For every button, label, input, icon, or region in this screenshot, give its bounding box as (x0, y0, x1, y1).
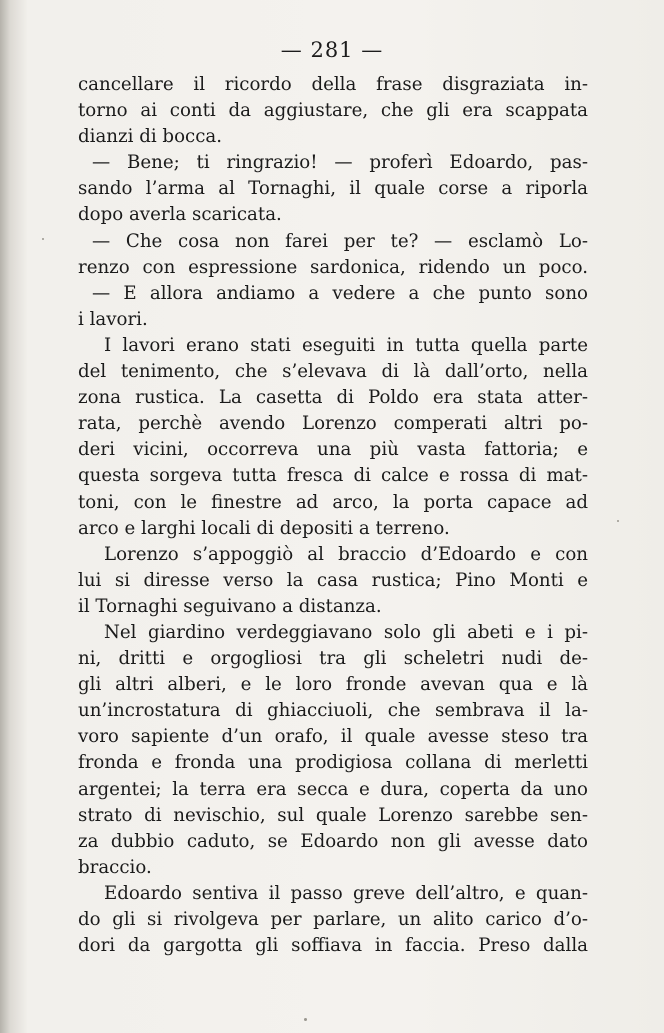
text-line: — Che cosa non farei per te? — esclamò Lo- (92, 230, 588, 252)
text-line: il Tornaghi seguivano a distanza. (78, 595, 382, 617)
text-line: torno ai conti da aggiustare, che gli era scappata (78, 100, 588, 122)
text-line: rata, perchè avendo Lorenzo comperati altri po- (78, 413, 588, 435)
paper-speck (304, 1018, 307, 1021)
text-line: dori da gargotta gli soffiava in faccia. Preso dalla (78, 935, 588, 957)
text-line: del tenimento, che s’elevava di là dall’orto, nella (78, 361, 588, 383)
text-line: strato di nevischio, sul quale Lorenzo sarebbe sen- (78, 804, 588, 826)
text-line: voro sapiente d’un orafo, il quale avesse steso tra (78, 726, 588, 748)
text-line: argentei; la terra era secca e dura, coperta da uno (78, 778, 588, 800)
text-line: — E allora andiamo a vedere a che punto sono (92, 282, 588, 304)
text-line: Edoardo sentiva il passo greve dell’altro, e quan- (104, 882, 588, 904)
text-line: gli altri alberi, e le loro fronde avevan qua e là (78, 674, 588, 696)
text-line: dianzi di bocca. (78, 126, 223, 148)
text-line: do gli si rivolgeva per parlare, un alito carico d’o- (78, 909, 588, 930)
text-line: — Bene; ti ringrazio! — proferì Edoardo, pas- (92, 152, 588, 174)
text-line: fronda e fronda una prodigiosa collana di merletti (78, 752, 588, 774)
text-line: arco e larghi locali di depositi a terreno. (78, 517, 450, 539)
text-line: questa sorgeva tutta fresca di calce e rossa di mat- (78, 465, 588, 487)
page-number: — 281 — (280, 38, 384, 62)
text-line: cancellare il ricordo della frase disgraziata in- (78, 74, 588, 95)
page-body-text (78, 72, 588, 959)
paper-speck (617, 520, 619, 522)
text-line: i lavori. (78, 308, 148, 330)
text-line: lui si diresse verso la casa rustica; Pino Monti e (78, 569, 588, 591)
text-line: ni, dritti e orgogliosi tra gli scheletri nudi de- (78, 648, 588, 670)
text-line: Nel giardino verdeggiavano solo gli abeti e i pi- (104, 621, 588, 643)
text-line: Lorenzo s’appoggiò al braccio d’Edoardo e con (104, 543, 588, 565)
paper-speck (42, 238, 44, 240)
text-line: renzo con espressione sardonica, ridendo un poco. (78, 256, 588, 278)
text-line: I lavori erano stati eseguiti in tutta quella parte (104, 334, 588, 356)
text-line: sando l’arma al Tornaghi, il quale corse a riporla (78, 178, 588, 200)
text-line: toni, con le finestre ad arco, la porta capace ad (78, 491, 588, 513)
text-line: za dubbio caduto, se Edoardo non gli avesse dato (78, 830, 588, 852)
text-line: un’incrostatura di ghiacciuoli, che sembrava il la- (78, 700, 588, 722)
text-line: zona rustica. La casetta di Poldo era stata atter- (78, 387, 588, 409)
text-line: dopo averla scaricata. (78, 204, 282, 226)
text-line: deri vicini, occorreva una più vasta fattoria; e (78, 439, 588, 461)
text-line: braccio. (78, 856, 152, 878)
